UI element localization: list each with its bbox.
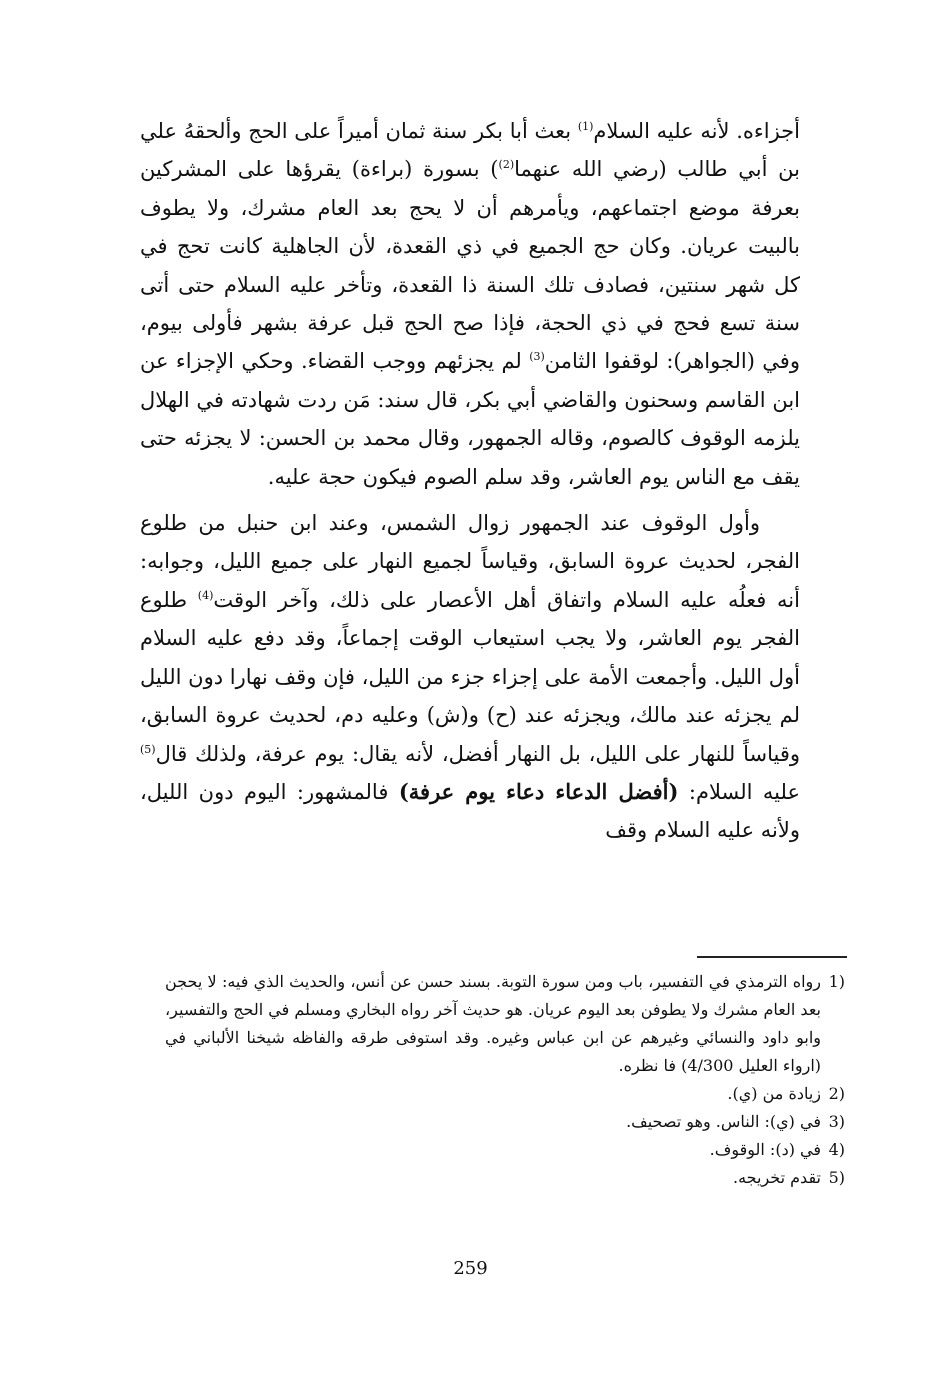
- footnote-item: [165, 1108, 845, 1136]
- footnote-number: 2): [828, 1084, 845, 1103]
- footnote-ref-5: (5): [140, 742, 156, 756]
- footnote-text: رواه الترمذي في التفسير، باب ومن سورة التوبة. بسند حسن عن أنس، والحديث الذي فيه: لا يحجن بعد العام مشرك ولا يطوفن بعد اليوم عريان. هو حديث آخر رواه البخاري ومسلم في الحج والتفسير، وابو داود والنسائي وغيرهم عن ابن عباس وغيره. وقد استوفى طرقه والفاظه شيخنا الألباني في (ارواء العليل 4/300) فا نظره.: [165, 972, 821, 1075]
- text-run: بعث أبا بكر سنة ثمان أميراً على الحج وألحقهُ علي بن أبي طالب (رضي الله عنهما: [140, 119, 800, 182]
- footnote-number: 1): [828, 972, 845, 991]
- footnotes: [165, 968, 845, 1192]
- footnote-text: في (ي): الناس. وهو تصحيف.: [626, 1112, 821, 1131]
- footnote-ref-1: (1): [577, 120, 594, 133]
- footnote-separator: [697, 956, 847, 958]
- text-run: طلوع الفجر يوم العاشر، ولا يجب استيعاب الوقت إجماعاً، وقد دفع عليه السلام أول الليل. وأجمعت الأمة على إجزاء جزء من الليل، فإن وقف نهارا دون الليل لم يجزئه عند مالك، ويجزئه عند (ح) و(ش) وعليه دم، لحديث عروة السابق، وقياساً للنهار على الليل، بل النهار أفضل، لأنه يقال: يوم عرفة، ولذلك قال: [140, 587, 800, 766]
- footnote-item: [165, 1164, 845, 1192]
- footnote-ref-2: (2): [498, 158, 515, 172]
- footnote-number: 3): [828, 1112, 845, 1131]
- text-run: أجزاءه. لأنه عليه السلام: [593, 119, 800, 143]
- footnote-ref-4: (4): [197, 588, 214, 602]
- footnote-ref-3: (3): [529, 350, 545, 364]
- footnote-item: [165, 1136, 845, 1164]
- footnote-text: زيادة من (ي).: [727, 1084, 821, 1103]
- footnote-text: في (د): الوقوف.: [709, 1140, 821, 1159]
- main-text: [140, 112, 800, 850]
- footnote-item: [165, 968, 845, 1080]
- hadith-quote: (أفضل الدعاء دعاء يوم عرفة): [398, 778, 679, 804]
- paragraph-1: [140, 112, 800, 496]
- paragraph-2: [140, 504, 800, 850]
- page-number: 259: [453, 1258, 488, 1279]
- footnote-item: [165, 1080, 845, 1108]
- text-run: ) بسورة (براءة) يقرؤها على المشركين بعرفة موضع اجتماعهم، ويأمرهم أن لا يحج بعد العام مشرك، ولا يطوف بالبيت عريان. وكان حج الجميع في ذي القعدة، لأن الجاهلية كانت تحج في كل شهر سنتين، فصادف تلك السنة ذا القعدة، وتأخر عليه السلام حتى أتى سنة تسع فحج في ذي الحجة، فإذا صح الحج قبل عرفة بشهر فأولى بيوم، وفي (الجواهر): لوقفوا الثامن: [140, 157, 800, 374]
- text-run: وأول الوقوف عند الجمهور زوال الشمس، وعند ابن حنبل من طلوع الفجر، لحديث عروة السابق، وقياساً لجميع النهار على جميع الليل، وجوابه: أنه فعلُه عليه السلام واتفاق أهل الأعصار على ذلك، وآخر الوقت: [140, 511, 800, 612]
- footnote-text: تقدم تخريجه.: [733, 1168, 821, 1187]
- text-run: عليه السلام:: [678, 779, 800, 804]
- text-run: لم يجزئهم ووجب القضاء. وحكي الإجزاء عن ابن القاسم وسحنون والقاضي أبي بكر، قال سند: مَن ردت شهادته في الهلال يلزمه الوقوف كالصوم، وقاله الجمهور، وقال محمد بن الحسن: لا يجزئه حتى يقف مع الناس يوم العاشر، وقد سلم الصوم فيكون حجة عليه.: [140, 349, 800, 489]
- footnote-number: 5): [828, 1168, 845, 1187]
- text-run: فالمشهور: اليوم دون الليل، ولأنه عليه السلام وقف: [140, 779, 800, 843]
- footnote-number: 4): [828, 1140, 845, 1159]
